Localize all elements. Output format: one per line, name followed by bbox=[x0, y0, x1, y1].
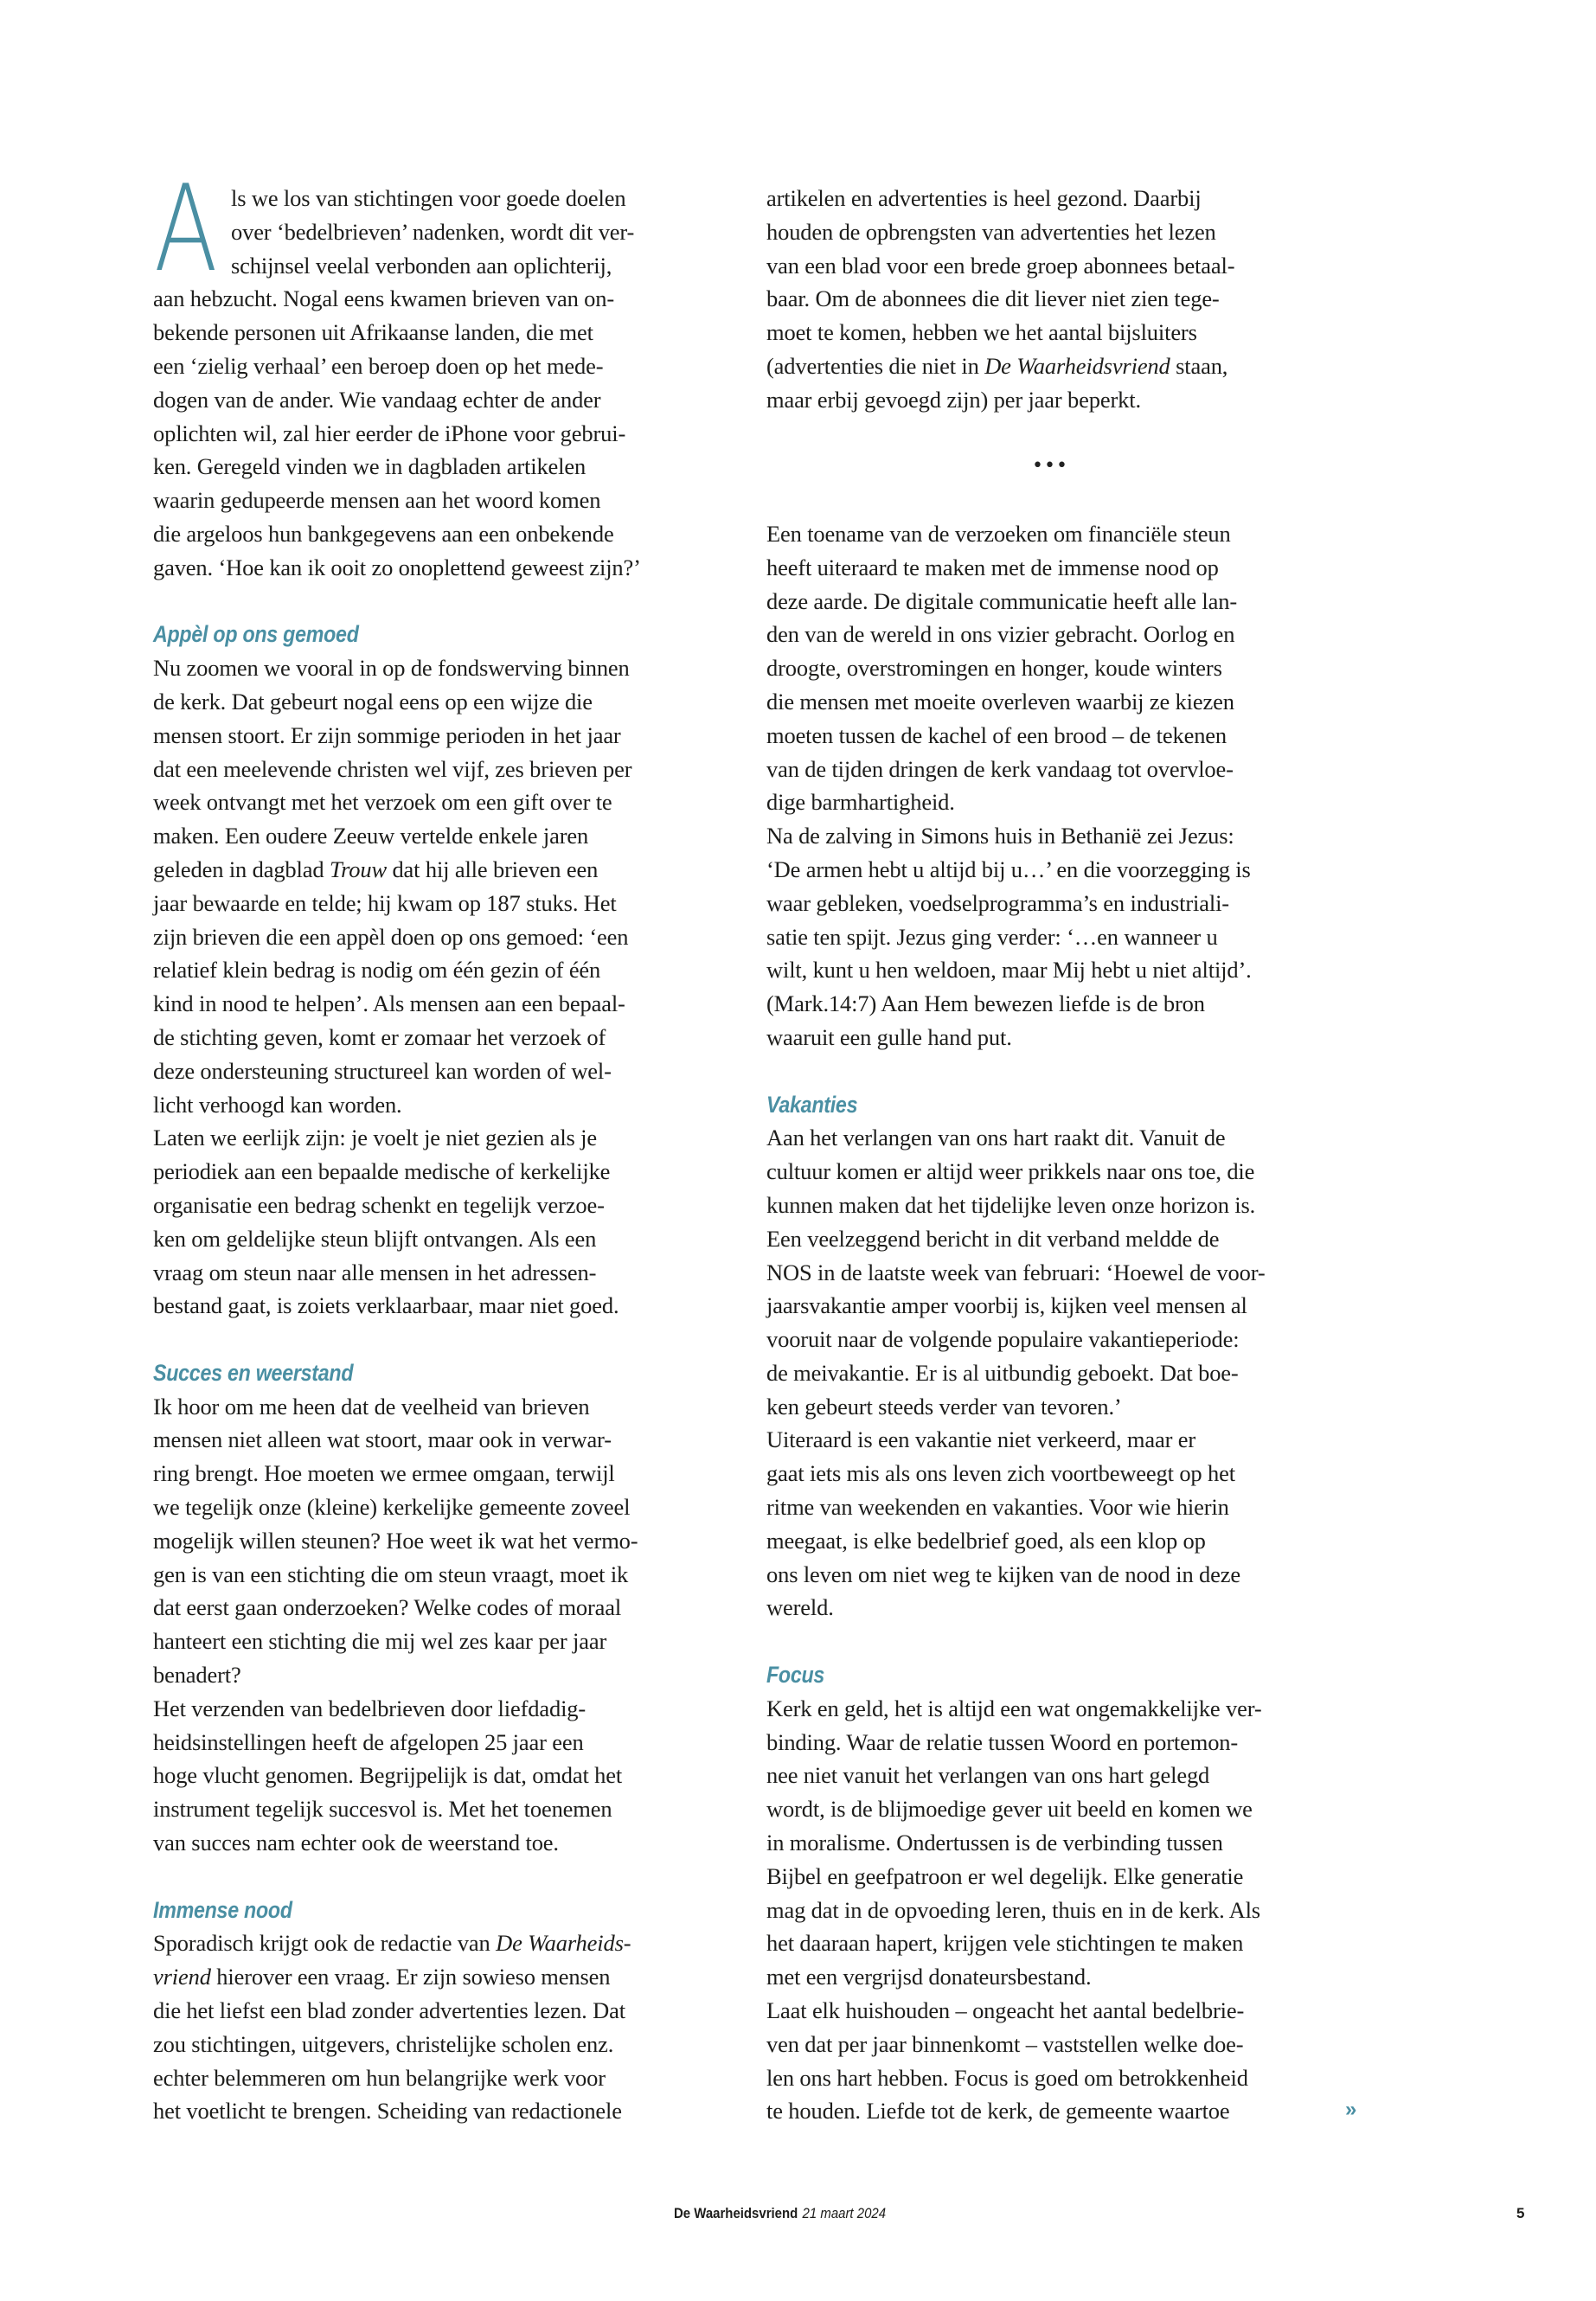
text-line: zou stichtingen, uitgevers, christelijke scholen enz. bbox=[153, 2030, 614, 2057]
text-line: wilt, kunt u hen weldoen, maar Mij hebt u niet altijd’. bbox=[766, 957, 1252, 984]
text-line: Aan het verlangen van ons hart raakt dit. Vanuit de bbox=[766, 1125, 1226, 1151]
text-line: deze aarde. De digitale communicatie heeft alle lan- bbox=[766, 587, 1237, 614]
text-line: moeten tussen de kachel of een brood – de tekenen bbox=[766, 721, 1227, 748]
text-line: die mensen met moeite overleven waarbij ze kiezen bbox=[766, 688, 1234, 715]
text-line: bestand gaat, is zoiets verklaarbaar, maar niet goed. bbox=[153, 1292, 619, 1319]
text-line bbox=[153, 853, 741, 887]
text-line: bekende personen uit Afrikaanse landen, die met bbox=[153, 319, 593, 346]
text-line: instrument tegelijk succesvol is. Met het toenemen bbox=[153, 1796, 612, 1823]
text-line: Een veelzeggend bericht in dit verband meldde de bbox=[766, 1225, 1220, 1252]
text-line: waaruit een gulle hand put. bbox=[766, 1023, 1012, 1050]
text-line: Het verzenden van bedelbrieven door liefdadig- bbox=[153, 1695, 586, 1721]
text-line: heeft uiteraard te maken met de immense nood op bbox=[766, 554, 1219, 580]
text-line: gaven. ‘Hoe kan ik ooit zo onoplettend geweest zijn?’ bbox=[153, 554, 641, 580]
section-heading: Immense nood bbox=[153, 1896, 292, 1923]
text-line: we tegelijk onze (kleine) kerkelijke gemeente zoveel bbox=[153, 1494, 631, 1521]
paragraph-spacer bbox=[766, 1625, 1355, 1658]
text-line: nee niet vanuit het verlangen van ons hart gelegd bbox=[766, 1762, 1210, 1789]
continue-arrow-icon: » bbox=[1345, 2098, 1357, 2121]
text-line: maken. Een oudere Zeeuw vertelde enkele jaren bbox=[153, 823, 589, 849]
text-line: Kerk en geld, het is altijd een wat ongemakkelijke ver- bbox=[766, 1695, 1262, 1721]
text-line: vraag om steun naar alle mensen in het adressen- bbox=[153, 1259, 597, 1285]
italic-title: De Waarheids- bbox=[496, 1930, 631, 1957]
footer-publication: De Waarheidsvriend bbox=[674, 2205, 798, 2221]
text-line: deze ondersteuning structureel kan worden of wel- bbox=[153, 1057, 612, 1084]
text-line: licht verhoogd kan worden. bbox=[153, 1091, 402, 1118]
text-line: een ‘zielig verhaal’ een beroep doen op het mede- bbox=[153, 352, 604, 379]
text-line: de kerk. Dat gebeurt nogal eens op een wijze die bbox=[153, 688, 593, 715]
text-line: te houden. Liefde tot de kerk, de gemeente waartoe bbox=[766, 2098, 1230, 2125]
text-line: hoge vlucht genomen. Begrijpelijk is dat, omdat het bbox=[153, 1762, 623, 1789]
text-line: wordt, is de blijmoedige gever uit beeld en komen we bbox=[766, 1796, 1253, 1823]
text-line: heidsinstellingen heeft de afgelopen 25 jaar een bbox=[153, 1728, 584, 1755]
text-line: met een vergrijsd donateursbestand. bbox=[766, 1964, 1092, 1990]
text-line bbox=[153, 1960, 741, 1994]
text-line: mag dat in de opvoeding leren, thuis en in de kerk. Als bbox=[766, 1896, 1260, 1923]
text-line: ons leven om niet weg te kijken van de nood in deze bbox=[766, 1561, 1240, 1587]
page-footer bbox=[674, 2205, 886, 2222]
section-heading: Succes en weerstand bbox=[153, 1359, 354, 1386]
text-line bbox=[766, 349, 1355, 383]
text-segment: geleden in dagblad bbox=[153, 856, 330, 882]
text-line: de meivakantie. Er is al uitbundig geboekt. Dat boe- bbox=[766, 1359, 1239, 1386]
text-line: (Mark.14:7) Aan Hem bewezen liefde is de bron bbox=[766, 990, 1205, 1017]
text-line: ls we los van stichtingen voor goede doelen bbox=[231, 185, 626, 211]
text-line: dat eerst gaan onderzoeken? Welke codes of moraal bbox=[153, 1594, 622, 1621]
text-line: ken. Geregeld vinden we in dagbladen artikelen bbox=[153, 453, 586, 480]
text-line: week ontvangt met het verzoek om een gift over te bbox=[153, 789, 612, 816]
text-line: Nu zoomen we vooral in op de fondswerving binnen bbox=[153, 655, 630, 682]
text-line: ring brengt. Hoe moeten we ermee omgaan, terwijl bbox=[153, 1460, 615, 1487]
text-segment: dat hij alle brieven een bbox=[386, 856, 599, 882]
text-line: van succes nam echter ook de weerstand toe. bbox=[153, 1830, 559, 1856]
text-line: ken gebeurt steeds verder van tevoren.’ bbox=[766, 1393, 1122, 1420]
text-line: dogen van de ander. Wie vandaag echter de ander bbox=[153, 386, 601, 413]
text-line: dat een meelevende christen wel vijf, zes brieven per bbox=[153, 755, 632, 782]
paragraph-spacer bbox=[766, 484, 1355, 517]
text-line: de stichting geven, komt er zomaar het verzoek of bbox=[153, 1023, 606, 1050]
text-line: gen is van een stichting die om steun vraagt, moet ik bbox=[153, 1561, 629, 1587]
text-line: Ik hoor om me heen dat de veelheid van brieven bbox=[153, 1393, 590, 1420]
text-line: mensen stoort. Er zijn sommige perioden in het jaar bbox=[153, 721, 621, 748]
text-line: gaat iets mis als ons leven zich voortbeweegt op het bbox=[766, 1460, 1235, 1487]
paragraph-spacer bbox=[766, 417, 1355, 451]
text-line: len ons hart hebben. Focus is goed om betrokkenheid bbox=[766, 2064, 1248, 2091]
text-line: Laat elk huishouden – ongeacht het aantal bedelbrie- bbox=[766, 1997, 1245, 2024]
text-line: benadert? bbox=[153, 1662, 241, 1689]
text-line: van de tijden dringen de kerk vandaag tot overvloe- bbox=[766, 755, 1234, 782]
text-line: relatief klein bedrag is nodig om één gezin of één bbox=[153, 957, 601, 984]
text-segment: staan, bbox=[1170, 352, 1228, 379]
text-line: binding. Waar de relatie tussen Woord en portemon- bbox=[766, 1728, 1239, 1755]
article-column-left bbox=[153, 182, 741, 2128]
text-line: houden de opbrengsten van advertenties het lezen bbox=[766, 218, 1216, 245]
text-line: baar. Om de abonnees die dit liever niet zien tege- bbox=[766, 285, 1220, 312]
text-line: kunnen maken dat het tijdelijke leven onze horizon is. bbox=[766, 1191, 1256, 1218]
text-line: Na de zalving in Simons huis in Bethanië zei Jezus: bbox=[766, 823, 1234, 849]
text-line: echter belemmeren om hun belangrijke werk voor bbox=[153, 2064, 606, 2091]
section-heading: Vakanties bbox=[766, 1091, 858, 1118]
text-line: dige barmhartigheid. bbox=[766, 789, 955, 816]
text-line: zijn brieven die een appèl doen op ons gemoed: ‘een bbox=[153, 923, 629, 950]
text-line: ven dat per jaar binnenkomt – vaststellen welke doe- bbox=[766, 2030, 1244, 2057]
text-line: die het liefst een blad zonder advertenties lezen. Dat bbox=[153, 1997, 625, 2024]
article-column-right bbox=[766, 182, 1355, 2128]
paragraph-spacer bbox=[766, 1054, 1355, 1088]
text-segment: hierover een vraag. Er zijn sowieso mensen bbox=[210, 1964, 611, 1990]
text-line: NOS in de laatste week van februari: ‘Hoewel de voor- bbox=[766, 1259, 1266, 1285]
text-line: in moralisme. Ondertussen is de verbinding tussen bbox=[766, 1830, 1223, 1856]
text-line: oplichten wil, zal hier eerder de iPhone voor gebrui- bbox=[153, 420, 626, 446]
text-line: jaarsvakantie amper voorbij is, kijken veel mensen al bbox=[766, 1292, 1247, 1319]
text-line bbox=[153, 1926, 741, 1960]
page-number: 5 bbox=[1516, 2205, 1525, 2221]
text-line: vooruit naar de volgende populaire vakantieperiode: bbox=[766, 1326, 1240, 1353]
text-line: ken om geldelijke steun blijft ontvangen. Als een bbox=[153, 1225, 597, 1252]
text-line: kind in nood te helpen’. Als mensen aan een bepaal- bbox=[153, 990, 625, 1017]
text-line: waar gebleken, voedselprogramma’s en industriali- bbox=[766, 889, 1229, 916]
section-heading: Appèl op ons gemoed bbox=[153, 621, 359, 648]
text-line: van een blad voor een brede groep abonnees betaal- bbox=[766, 252, 1235, 279]
text-line: moet te komen, hebben we het aantal bijsluiters bbox=[766, 319, 1197, 346]
section-heading: Focus bbox=[766, 1662, 825, 1689]
text-line: den van de wereld in ons vizier gebracht. Oorlog en bbox=[766, 621, 1235, 648]
paragraph-spacer bbox=[153, 1323, 741, 1356]
footer-date: 21 maart 2024 bbox=[802, 2205, 887, 2221]
text-segment: Sporadisch krijgt ook de redactie van bbox=[153, 1930, 497, 1957]
text-line: Bijbel en geefpatroon er wel degelijk. Elke generatie bbox=[766, 1862, 1244, 1889]
drop-cap: A bbox=[154, 159, 218, 298]
text-line: ‘De armen hebt u altijd bij u…’ en die voorzegging is bbox=[766, 856, 1251, 882]
text-line: Een toename van de verzoeken om financiële steun bbox=[766, 520, 1231, 547]
text-line: Laten we eerlijk zijn: je voelt je niet gezien als je bbox=[153, 1125, 597, 1151]
text-line: meegaat, is elke bedelbrief goed, als een klop op bbox=[766, 1527, 1206, 1554]
text-line: mensen niet alleen wat stoort, maar ook in verwar- bbox=[153, 1426, 612, 1453]
text-line: waarin gedupeerde mensen aan het woord komen bbox=[153, 487, 601, 514]
paragraph-spacer bbox=[153, 1860, 741, 1894]
text-line: schijnsel veelal verbonden aan oplichterij, bbox=[231, 252, 612, 279]
italic-title: De Waarheidsvriend bbox=[984, 352, 1170, 379]
text-line: maar erbij gevoegd zijn) per jaar beperkt. bbox=[766, 386, 1141, 413]
italic-title: Trouw bbox=[329, 856, 387, 882]
text-line: wereld. bbox=[766, 1594, 834, 1621]
paragraph-spacer bbox=[153, 585, 741, 619]
text-line: het daaraan hapert, krijgen vele stichtingen te maken bbox=[766, 1930, 1244, 1957]
text-line: over ‘bedelbrieven’ nadenken, wordt dit ver- bbox=[231, 218, 635, 245]
text-line: aan hebzucht. Nogal eens kwamen brieven van on- bbox=[153, 285, 615, 312]
italic-title: vriend bbox=[153, 1964, 211, 1990]
text-line: jaar bewaarde en telde; hij kwam op 187 stuks. Het bbox=[153, 889, 617, 916]
text-line: satie ten spijt. Jezus ging verder: ‘…en wanneer u bbox=[766, 923, 1218, 950]
text-line: Uiteraard is een vakantie niet verkeerd, maar er bbox=[766, 1426, 1196, 1453]
section-separator: ••• bbox=[1032, 455, 1068, 478]
text-line: periodiek aan een bepaalde medische of kerkelijke bbox=[153, 1158, 611, 1185]
text-line: hanteert een stichting die mij wel zes kaar per jaar bbox=[153, 1628, 607, 1655]
text-segment: (advertenties die niet in bbox=[766, 352, 985, 379]
text-line: cultuur komen er altijd weer prikkels naar ons toe, die bbox=[766, 1158, 1255, 1185]
text-line: artikelen en advertenties is heel gezond. Daarbij bbox=[766, 185, 1202, 211]
text-line: mogelijk willen steunen? Hoe weet ik wat het vermo- bbox=[153, 1527, 638, 1554]
text-line: het voetlicht te brengen. Scheiding van redactionele bbox=[153, 2098, 622, 2125]
text-line: organisatie een bedrag schenkt en tegelijk verzoe- bbox=[153, 1191, 605, 1218]
text-line: droogte, overstromingen en honger, koude winters bbox=[766, 655, 1222, 682]
text-line: ritme van weekenden en vakanties. Voor wie hierin bbox=[766, 1494, 1229, 1521]
text-line: die argeloos hun bankgegevens aan een onbekende bbox=[153, 520, 614, 547]
